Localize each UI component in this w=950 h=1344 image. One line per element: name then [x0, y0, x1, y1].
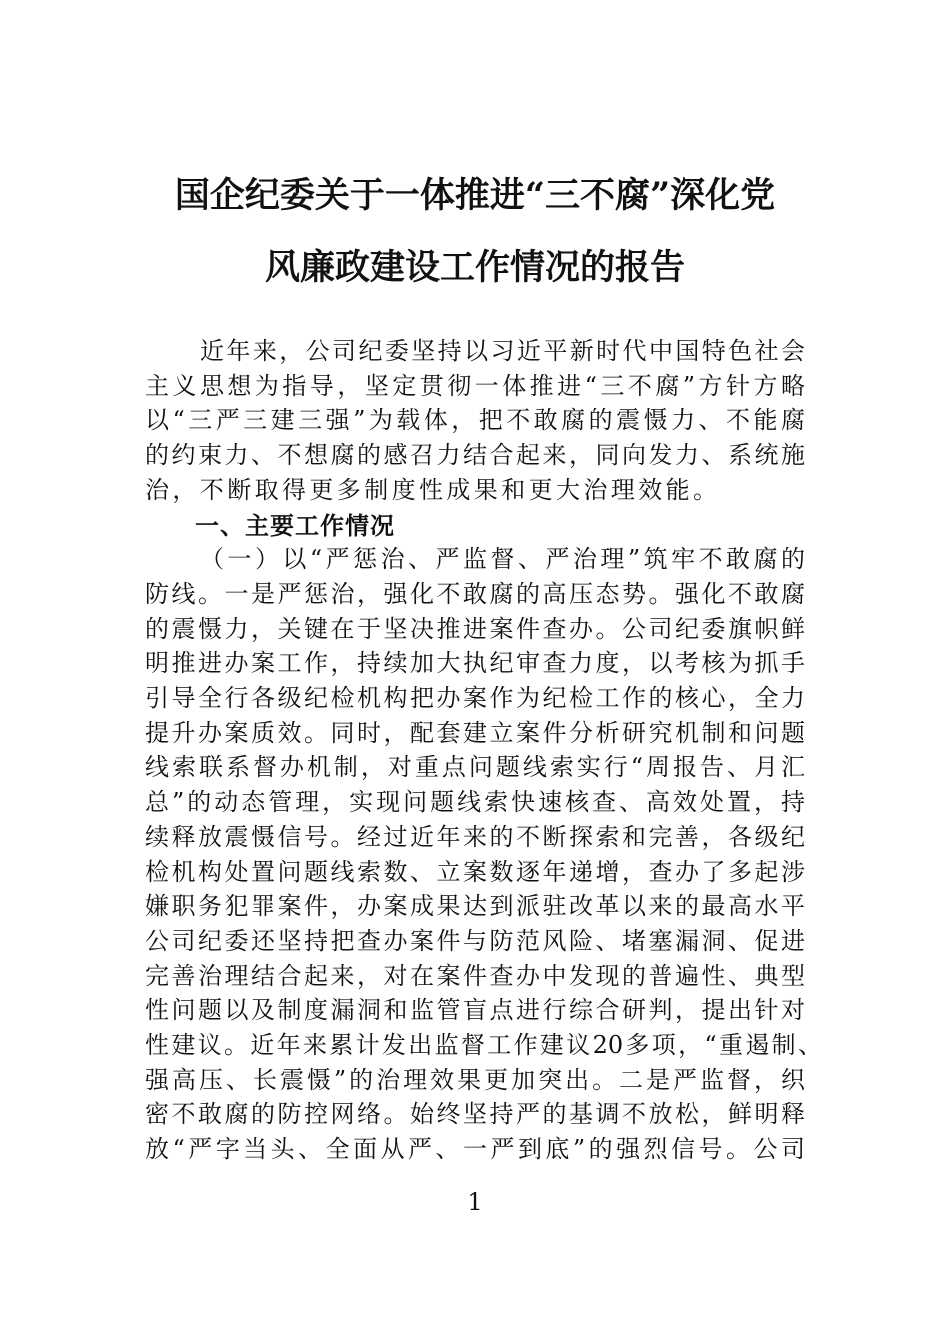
body-text-line: 线索联系督办机制，对重点问题线索实行“周报告、月汇: [145, 753, 805, 782]
body-text-line: 以“三严三建三强”为载体，把不敢腐的震慑力、不能腐: [145, 406, 805, 435]
body-text-line: 嫌职务犯罪案件，办案成果达到派驻改革以来的最高水平: [145, 892, 805, 921]
body-text-line: （一）以“严惩治、严监督、严治理”筑牢不敢腐的: [200, 545, 805, 574]
body-text-line: 公司纪委还坚持把查办案件与防范风险、堵塞漏洞、促进: [145, 926, 805, 955]
body-text-line: 的震慑力，关键在于坚决推进案件查办。公司纪委旗帜鲜: [145, 614, 805, 643]
body-text-line: 续释放震慑信号。经过近年来的不断探索和完善，各级纪: [145, 822, 805, 851]
body-text-line: 性建议。近年来累计发出监督工作建议20多项，“重遏制、: [145, 1031, 822, 1059]
section-heading: 一、主要工作情况: [195, 510, 395, 540]
body-text-line: 主义思想为指导，坚定贯彻一体推进“三不腐”方针方略: [145, 371, 805, 400]
body-text-line: 的约束力、不想腐的感召力结合起来，同向发力、系统施: [145, 441, 805, 470]
body-text-line: 总”的动态管理，实现问题线索快速核查、高效处置，持: [145, 788, 805, 817]
document-title-line-2: 风廉政建设工作情况的报告: [264, 247, 685, 288]
page-number: 1: [467, 1188, 483, 1216]
body-text-line: 性问题以及制度漏洞和监管盲点进行综合研判，提出针对: [145, 996, 805, 1025]
body-text-line: 引导全行各级纪检机构把办案作为纪检工作的核心，全力: [145, 684, 805, 712]
body-text-line: 放“严字当头、全面从严、一严到底”的强烈信号。公司: [145, 1135, 805, 1164]
body-text-line: 近年来，公司纪委坚持以习近平新时代中国特色社会: [200, 337, 805, 365]
body-text-line: 治，不断取得更多制度性成果和更大治理效能。: [145, 475, 721, 504]
body-text-line: 明推进办案工作，持续加大执纪审查力度，以考核为抓手: [145, 649, 805, 678]
body-text-line: 提升办案质效。同时，配套建立案件分析研究机制和问题: [145, 718, 805, 747]
body-text-line: 防线。一是严惩治，强化不敢腐的高压态势。强化不敢腐: [145, 579, 805, 608]
body-text-line: 密不敢腐的防控网络。始终坚持严的基调不放松，鲜明释: [145, 1100, 805, 1129]
document-title-line-1: 国企纪委关于一体推进“三不腐”深化党: [174, 175, 776, 216]
body-text-line: 完善治理结合起来，对在案件查办中发现的普遍性、典型: [145, 961, 805, 990]
body-text-line: 检机构处置问题线索数、立案数逐年递增，查办了多起涉: [145, 857, 805, 886]
body-text-line: 强高压、长震慑”的治理效果更加突出。二是严监督，织: [145, 1065, 805, 1094]
